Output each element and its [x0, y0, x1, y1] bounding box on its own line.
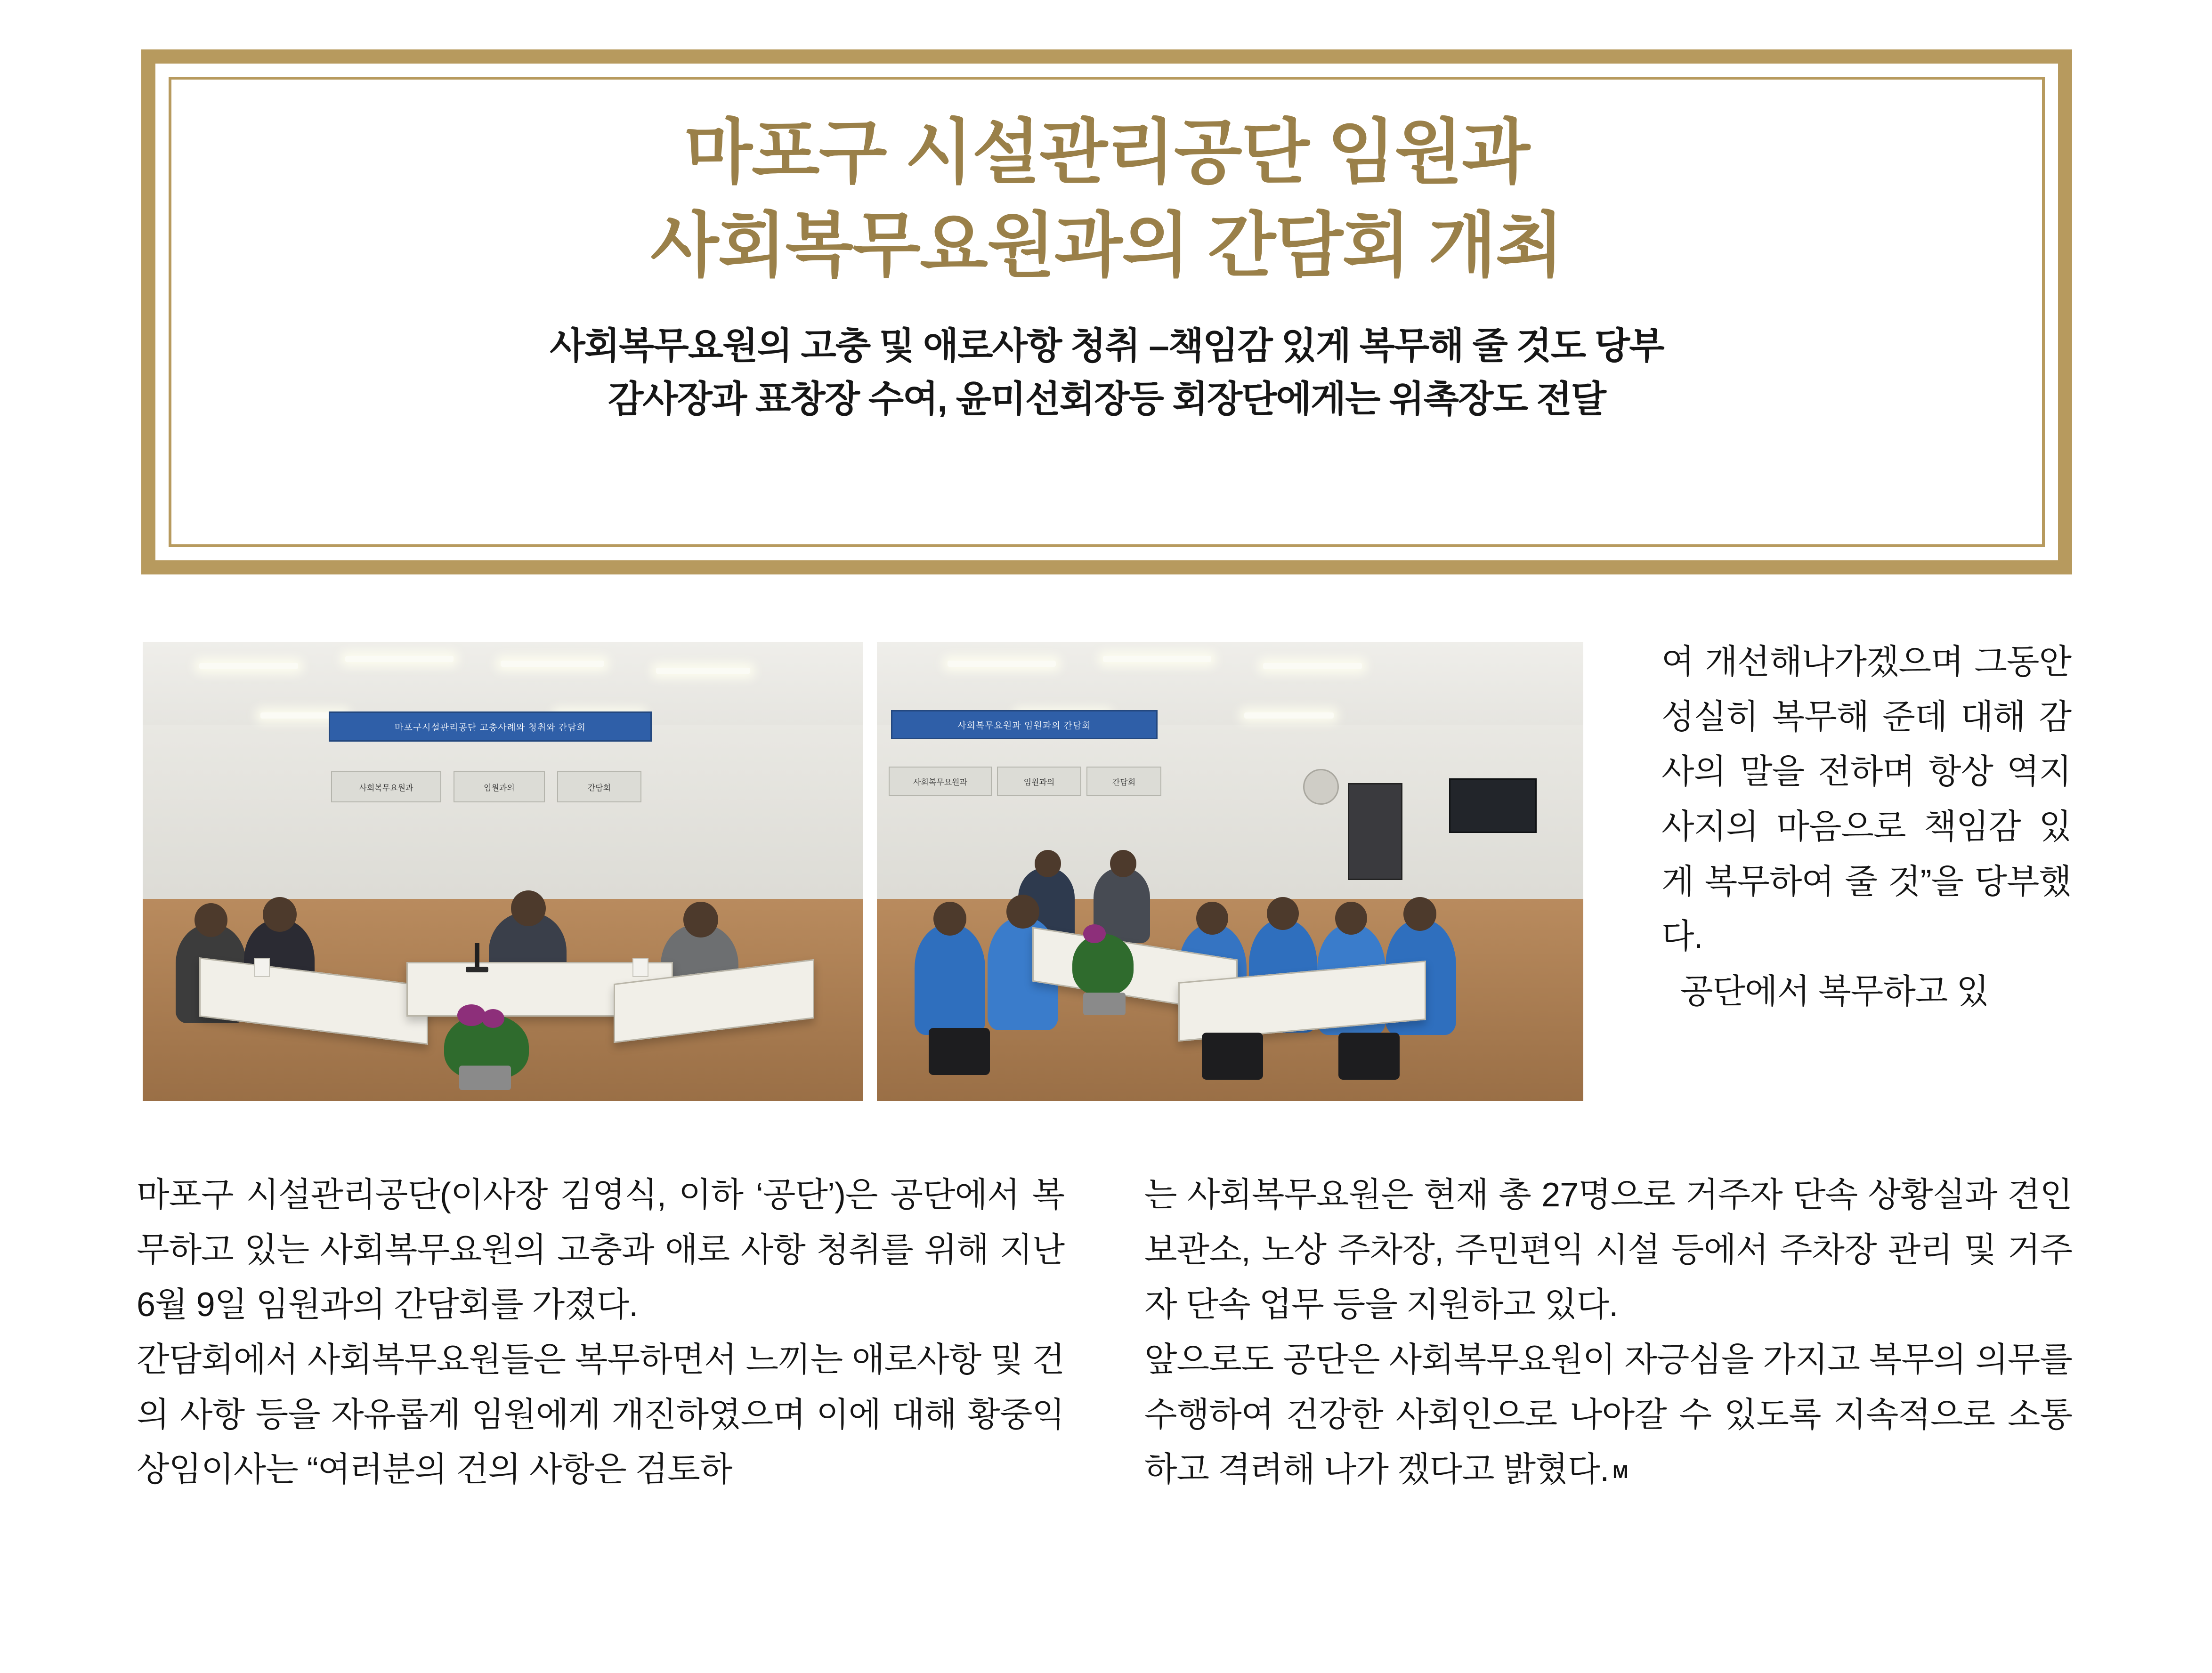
microphone — [475, 943, 479, 968]
person-head — [1196, 902, 1228, 935]
person-head — [1335, 902, 1367, 935]
ceiling-light — [948, 661, 1056, 667]
person-head — [1035, 850, 1061, 877]
microphone-base — [466, 967, 488, 972]
article-body — [137, 1168, 2074, 1497]
page-subtitle-line-2: 감사장과 표창장 수여, 윤미선회장등 회장단에게는 위촉장도 전달 — [608, 378, 1606, 420]
body-column-left — [137, 1168, 1064, 1497]
headline-box — [141, 49, 2072, 574]
wall-monitor — [1449, 778, 1537, 833]
wall-banner: 사회복무요원과 임원과의 간담회 — [891, 710, 1158, 739]
page-title — [650, 105, 1563, 292]
ceiling-light — [1244, 712, 1334, 719]
orchid-flower — [1083, 924, 1106, 943]
wall-sign-center: 임원과의 — [997, 767, 1081, 796]
person-blue-uniform — [915, 924, 985, 1035]
ceiling-light — [656, 668, 750, 674]
side-column-text — [1661, 635, 2071, 1019]
body-column-right — [1144, 1168, 2072, 1497]
person-head — [933, 902, 966, 936]
photo-meeting-room-officers — [143, 642, 863, 1101]
person-head — [683, 902, 718, 938]
paper-cup — [632, 958, 648, 977]
wall-sign-left: 사회복무요원과 — [889, 767, 992, 796]
ceiling-light — [1103, 656, 1211, 662]
office-chair — [1338, 1033, 1400, 1080]
person-head — [194, 903, 227, 937]
person-head — [1006, 895, 1039, 929]
paper-cup — [254, 958, 270, 977]
end-mark: M — [1612, 1462, 1628, 1483]
orchid-flower — [457, 1004, 486, 1026]
person-head — [263, 897, 297, 932]
av-cabinet — [1348, 783, 1402, 880]
photo-meeting-room-attendees — [877, 642, 1583, 1101]
headline-inner-frame — [169, 77, 2045, 547]
side-paragraph-2: 공단에서 복무하고 있 — [1680, 972, 1989, 1010]
wall-speaker — [1303, 769, 1339, 805]
ceiling-light — [1263, 663, 1362, 669]
wall-sign-center: 임원과의 — [454, 771, 545, 802]
body-right-paragraph-2 — [1144, 1333, 2072, 1497]
wall-sign-right: 간담회 — [1086, 767, 1161, 796]
person-head — [1267, 897, 1299, 930]
potted-plant — [1072, 934, 1134, 995]
orchid-flower — [482, 1009, 504, 1028]
body-right-paragraph-2-text: 앞으로도 공단은 사회복무요원이 자긍심을 가지고 복무의 의무를 수행하여 건강한 사회인으로 나아갈 수 있도록 지속적으로 소통하고 격려해 나가 겠다고 밝혔다. — [1144, 1341, 2072, 1489]
wall-sign-right: 간담회 — [557, 771, 641, 802]
wall-sign-left: 사회복무요원과 — [331, 771, 441, 802]
body-right-paragraph-1: 는 사회복무요원은 현재 총 27명으로 거주자 단속 상황실과 견인보관소, 노상 주차장, 주민편익 시설 등에서 주차장 관리 및 거주자 단속 업무 등을 지원하고 있다. — [1144, 1176, 2073, 1324]
body-left-paragraph-2: 간담회에서 사회복무요원들은 복무하면서 느끼는 애로사항 및 건의 사항 등을 자유롭게 임원에게 개진하였으며 이에 대해 황중익 상임이사는 “여러분의 건의 사항은 검토하 — [137, 1341, 1064, 1489]
wall-banner: 마포구시설관리공단 고충사례와 청취와 간담회 — [329, 711, 652, 742]
person-head — [511, 890, 546, 926]
page-subtitle-line-1: 사회복무요원의 고충 및 애로사항 청취 –책임감 있게 복무해 줄 것도 당부 — [550, 325, 1664, 366]
wall — [143, 725, 863, 908]
plant-pot — [1083, 993, 1126, 1015]
body-left-paragraph-1: 마포구 시설관리공단(이사장 김영식, 이하 ‘공단’)은 공단에서 복무하고 있는 사회복무요원의 고충과 애로 사항 청취를 위해 지난 6월 9일 임원과의 간담회를 가졌다. — [137, 1176, 1064, 1324]
plant-pot — [459, 1066, 511, 1090]
ceiling-light — [199, 663, 298, 669]
person-head — [1403, 897, 1436, 931]
ceiling-light — [501, 661, 604, 667]
page-title-line-2: 사회복무요원과의 간담회 개최 — [650, 206, 1563, 285]
page-subtitle — [550, 319, 1663, 426]
ceiling-light — [345, 656, 454, 662]
side-paragraph-1: 여 개선해나가겠으며 그동안 성실히 복무해 준데 대해 감사의 말을 전하며 항상 역지사지의 마음으로 책임감 있게 복무하여 줄 것”을 당부했다. — [1661, 643, 2071, 956]
page-title-line-1: 마포구 시설관리공단 임원과 — [684, 113, 1530, 192]
person-head — [1110, 850, 1136, 877]
office-chair — [1202, 1033, 1263, 1080]
office-chair — [929, 1028, 990, 1075]
